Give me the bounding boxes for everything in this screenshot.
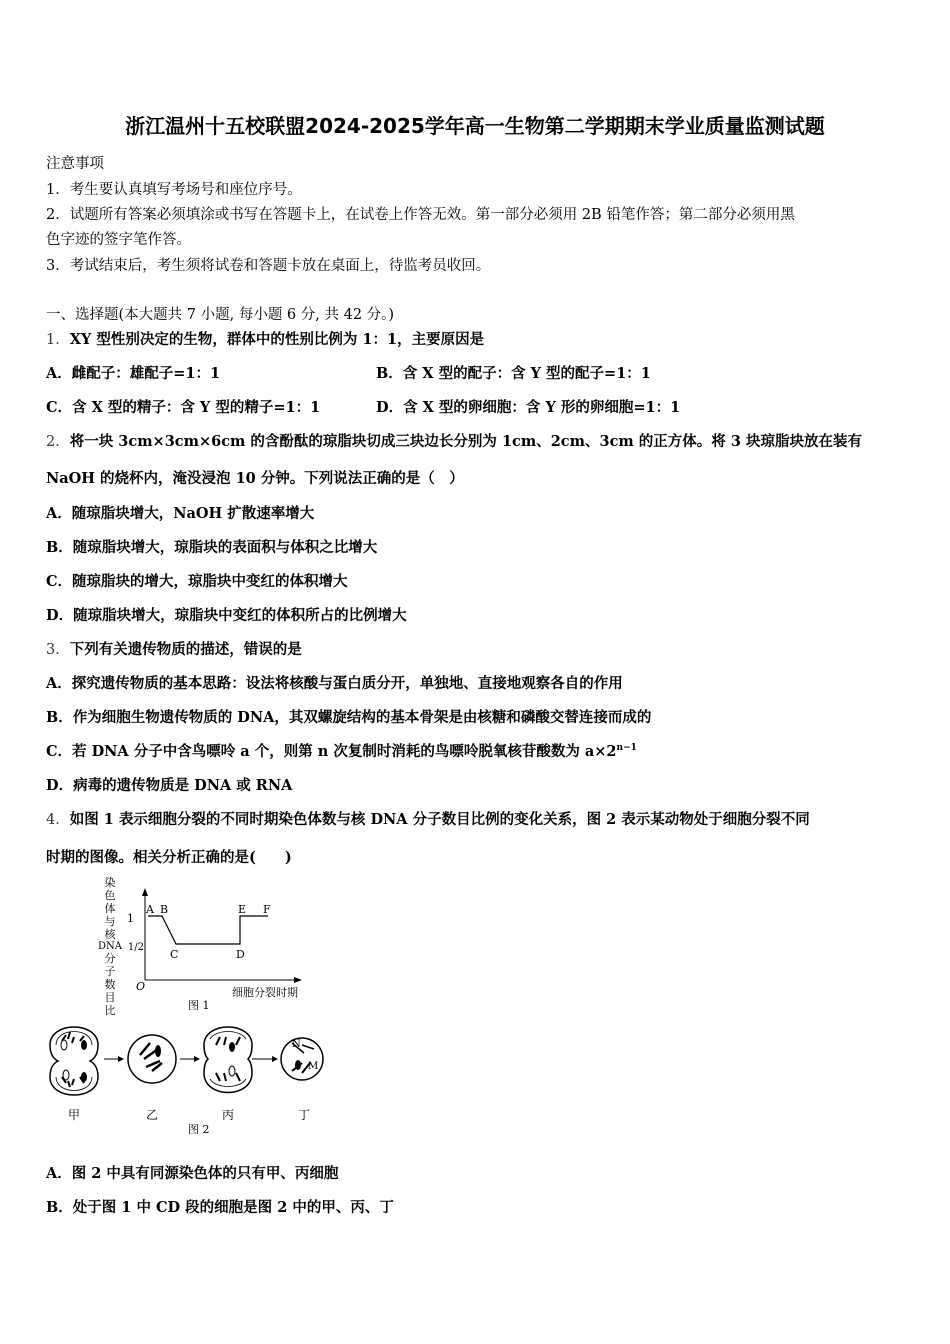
notice-item-2-cont: 色字迹的签字笔作答。 (46, 232, 191, 248)
question-stem: 如图 1 表示细胞分裂的不同时期染色体数与核 DNA 分子数目比例的变化关系，图 2 表示某动物处于细胞分裂不同 (69, 811, 810, 828)
y-label-char: 色 (104, 889, 116, 902)
cell-jia (50, 1027, 98, 1095)
question-3 (46, 638, 302, 659)
figure-1-caption: 图 1 (188, 999, 210, 1012)
question-number: 2． (46, 434, 70, 450)
question-number: 4． (46, 812, 70, 828)
q3-option-c-exponent: n−1 (616, 743, 637, 754)
y-label-char: 数 (104, 978, 116, 991)
question-number: 1． (46, 332, 70, 348)
y-tick-half: 1/2 (127, 942, 144, 953)
chromosome-label-n: N (292, 1039, 301, 1050)
cell-yi (128, 1035, 176, 1083)
notice-item-1: 1．考生要认真填写考场号和座位序号。 (46, 182, 302, 198)
q1-option-d: D．含 X 型的卵细胞：含 Y 形的卵细胞=1：1 (376, 399, 681, 416)
q2-option-b: B．随琼脂块增大，琼脂块的表面积与体积之比增大 (46, 539, 378, 556)
q1-option-a: A．雌配子：雄配子=1：1 (46, 365, 221, 382)
y-label-char: 染 (104, 876, 116, 889)
y-label-char: DNA (98, 941, 122, 952)
y-label-char: 体 (104, 902, 116, 915)
question-number: 3． (46, 642, 70, 658)
q3-option-a: A．探究遗传物质的基本思路：设法将核酸与蛋白质分开，单独地、直接地观察各自的作用 (46, 675, 623, 692)
origin-label: O (136, 980, 146, 993)
cell-label-bing: 丙 (221, 1108, 235, 1122)
chromosome-label-m: M (308, 1061, 319, 1072)
y-label-char: 核 (104, 928, 116, 941)
question-4 (46, 808, 810, 829)
q3-option-c-text: C．若 DNA 分子中含鸟嘌呤 a 个，则第 n 次复制时消耗的鸟嘌呤脱氧核苷酸数为 a×2 (46, 743, 617, 760)
cell-label-yi: 乙 (145, 1108, 159, 1122)
figure-1-graph (90, 872, 320, 1022)
page-title: 浙江温州十五校联盟2024-2025学年高一生物第二学期期末学业质量监测试题 (125, 114, 825, 138)
y-axis-arrow (142, 888, 148, 896)
q4-option-a: A．图 2 中具有同源染色体的只有甲、丙细胞 (46, 1165, 339, 1182)
point-label-a: A (146, 903, 154, 916)
ratio-curve (148, 916, 268, 944)
q1-option-c: C．含 X 型的精子：含 Y 型的精子=1：1 (46, 399, 321, 416)
y-label-char: 子 (104, 965, 116, 978)
point-label-c: C (170, 948, 179, 961)
q1-option-b: B．含 X 型的配子：含 Y 型的配子=1：1 (376, 365, 651, 382)
q2-option-d: D．随琼脂块增大，琼脂块中变红的体积所占的比例增大 (46, 607, 407, 624)
question-stem: 下列有关遗传物质的描述，错误的是 (69, 641, 302, 658)
point-label-f: F (263, 903, 271, 916)
point-label-b: B (160, 903, 169, 916)
question-2 (46, 430, 862, 451)
notice-item-3: 3．考试结束后，考生须将试卷和答题卡放在桌面上，待监考员收回。 (46, 258, 491, 274)
cell-label-jia: 甲 (67, 1108, 81, 1122)
question-1 (46, 328, 484, 349)
question-stem: 将一块 3cm×3cm×6cm 的含酚酞的琼脂块切成三块边长分别为 1cm、2cm、3cm 的正方体。将 3 块琼脂块放在装有 (69, 433, 862, 450)
q2-option-a: A．随琼脂块增大，NaOH 扩散速率增大 (46, 505, 315, 522)
q4-option-b: B．处于图 1 中 CD 段的细胞是图 2 中的甲、丙、丁 (46, 1199, 394, 1216)
question-stem: XY 型性别决定的生物，群体中的性别比例为 1：1，主要原因是 (69, 331, 485, 348)
question-4-cont: 时期的图像。相关分析正确的是( ) (46, 849, 292, 866)
figure-2-caption: 图 2 (188, 1123, 210, 1136)
y-label-char: 分 (104, 952, 116, 965)
y-label-char: 目 (104, 991, 116, 1004)
point-label-d: D (236, 948, 245, 961)
figure-2-cells (40, 1015, 340, 1137)
section-heading: 一、选择题(本大题共 7 小题, 每小题 6 分, 共 42 分。) (46, 307, 395, 323)
figure-1-y-label (98, 875, 123, 1017)
y-label-char: 与 (104, 915, 116, 928)
y-label-char: 比 (104, 1004, 116, 1017)
q3-option-c (46, 740, 637, 761)
question-2-cont: NaOH 的烧杯内，淹没浸泡 10 分钟。下列说法正确的是（ ） (46, 470, 464, 487)
q3-option-d: D．病毒的遗传物质是 DNA 或 RNA (46, 777, 293, 794)
cell-ding (281, 1038, 323, 1080)
point-label-e: E (238, 903, 247, 916)
y-tick-1: 1 (127, 912, 134, 925)
notice-item-2: 2．试题所有答案必须填涂或书写在答题卡上，在试卷上作答无效。第一部分必须用 2B 铅笔作答；第二部分必须用黑 (46, 207, 795, 223)
notice-heading: 注意事项 (46, 156, 104, 172)
x-axis-label: 细胞分裂时期 (232, 986, 298, 999)
cell-label-ding: 丁 (297, 1108, 311, 1122)
cell-bing (204, 1027, 272, 1093)
q2-option-c: C．随琼脂块的增大，琼脂块中变红的体积增大 (46, 573, 348, 590)
x-axis-arrow (294, 977, 302, 983)
q3-option-b: B．作为细胞生物遗传物质的 DNA，其双螺旋结构的基本骨架是由核糖和磷酸交替连接而成的 (46, 709, 652, 726)
